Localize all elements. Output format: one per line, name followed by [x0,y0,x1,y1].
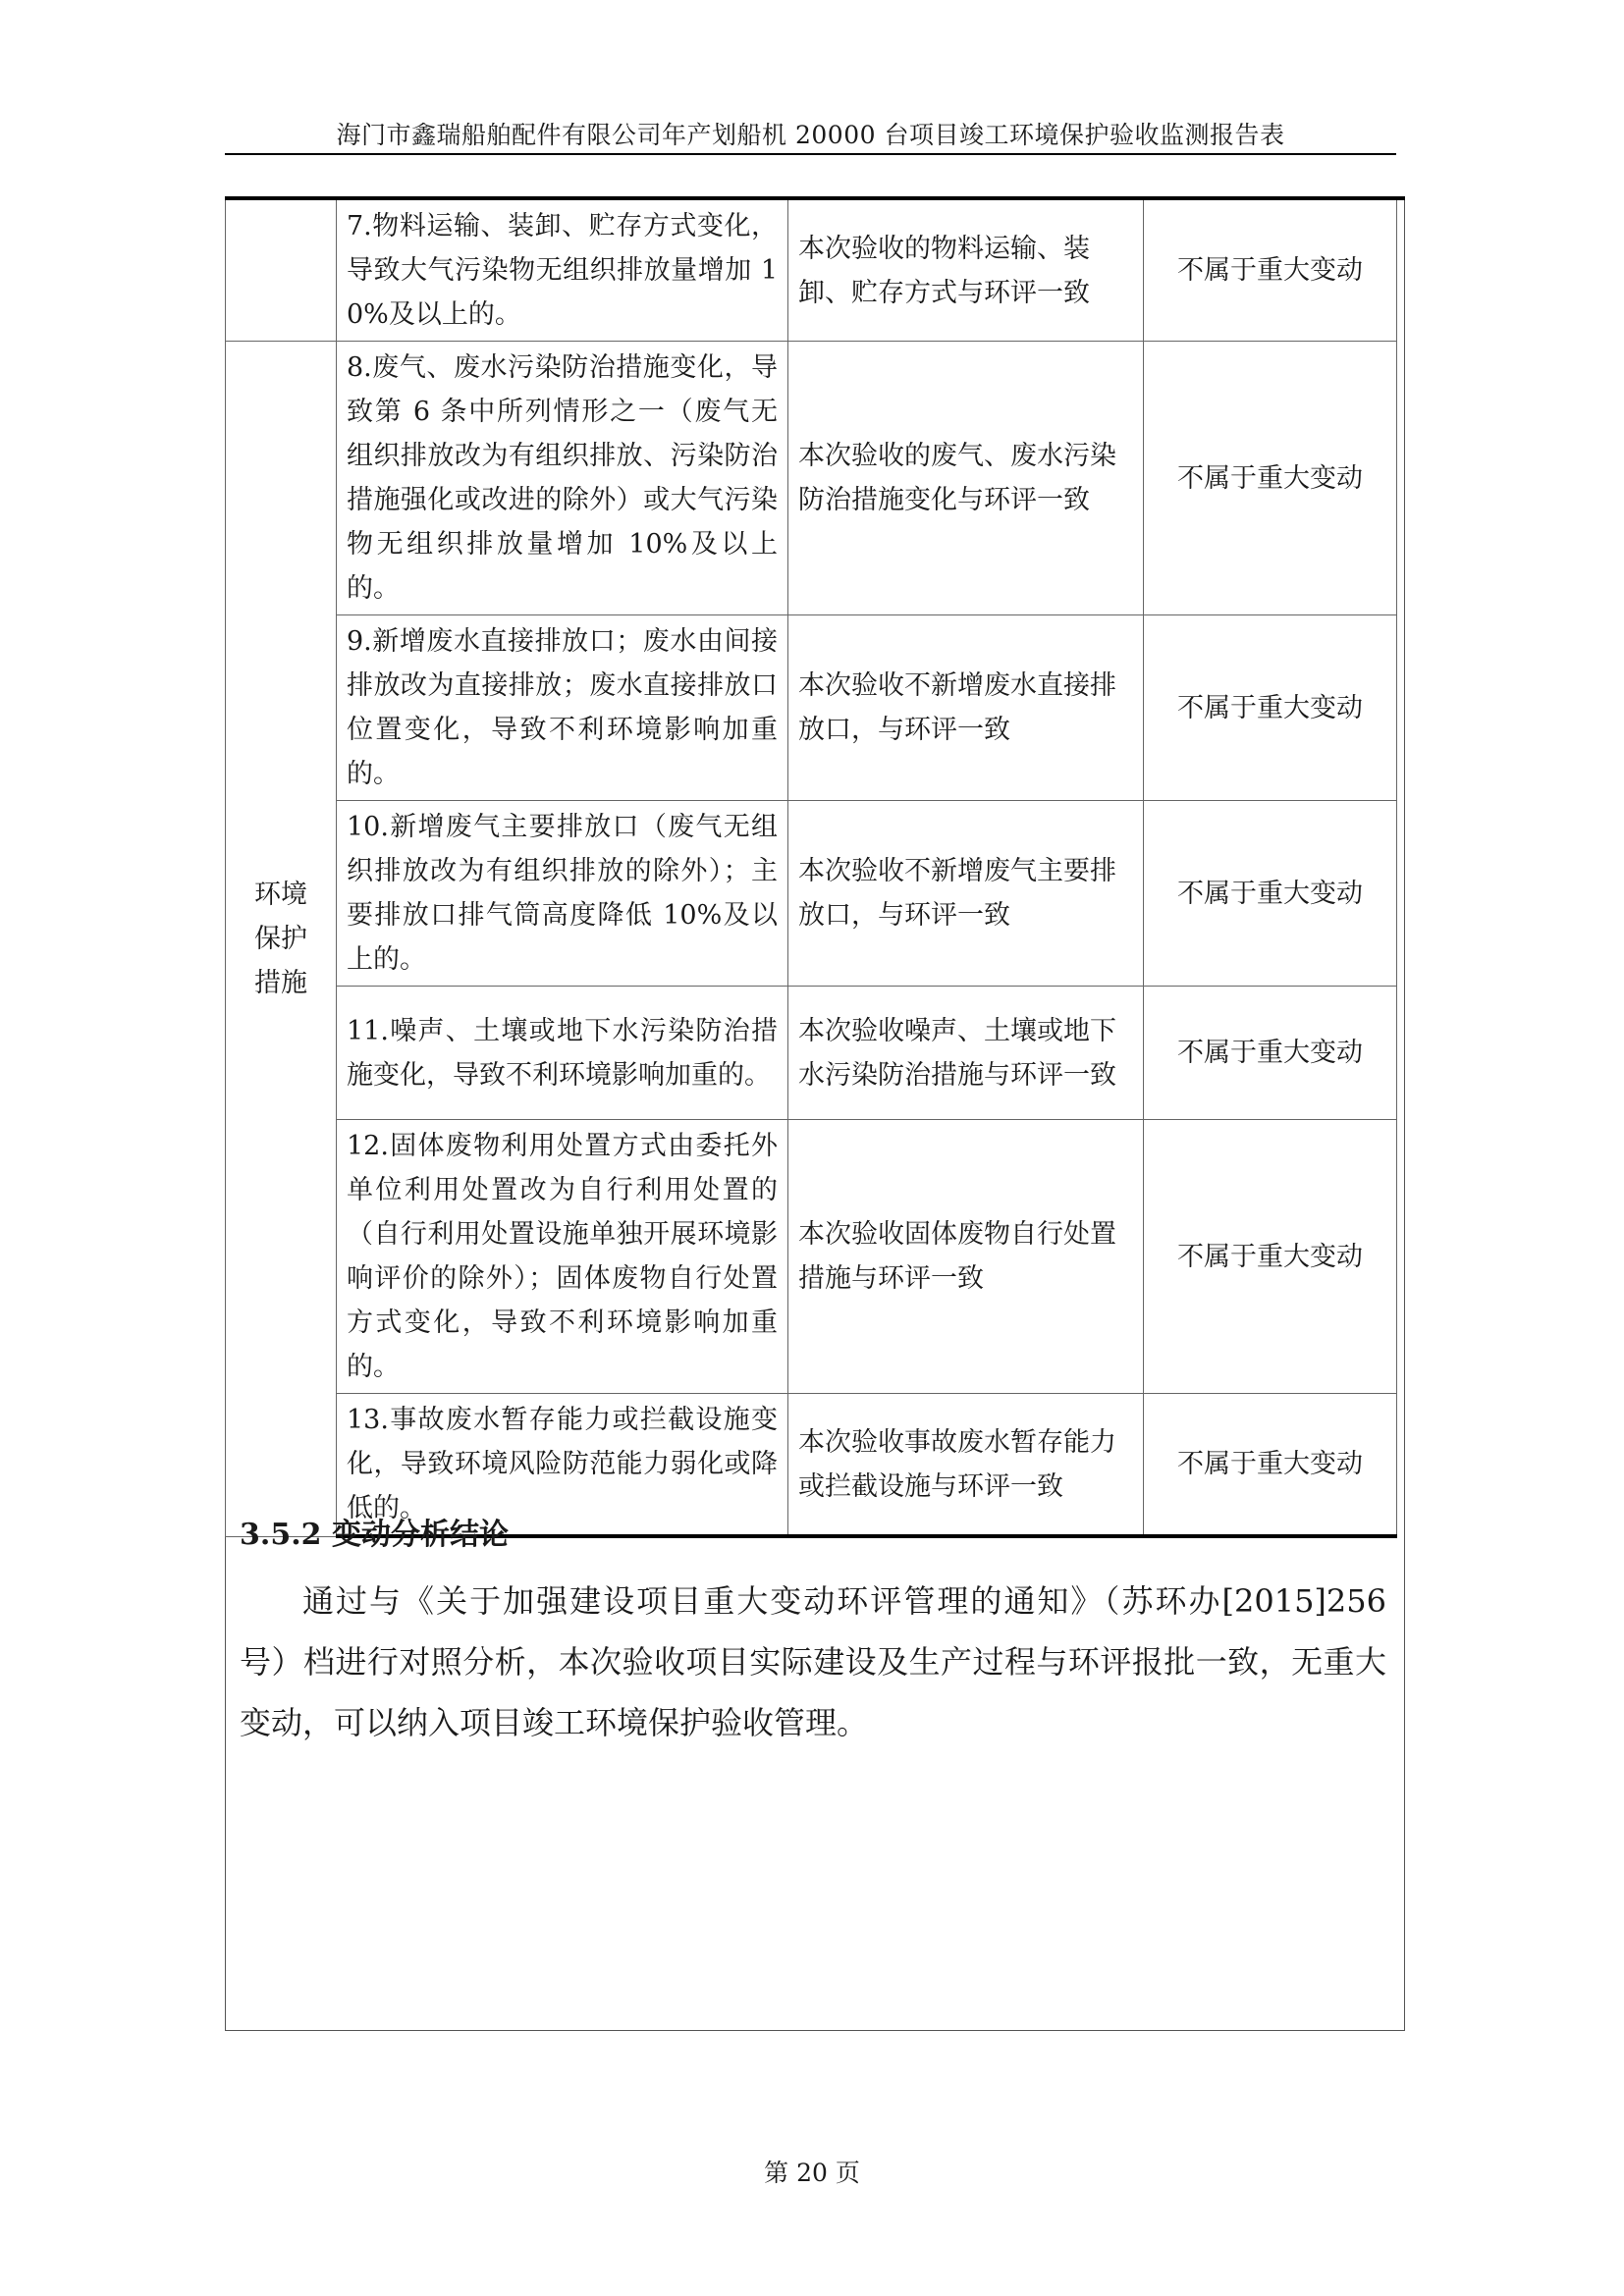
check-result: 本次验收固体废物自行处置措施与环评一致 [788,1120,1144,1394]
table-row [226,987,1397,1120]
change-item: 12.固体废物利用处置方式由委托外单位利用处置改为自行利用处置的（自行利用处置设施单独开展环境影响评价的除外）；固体废物自行处置方式变化，导致不利环境影响加重的。 [337,1120,788,1394]
verdict: 不属于重大变动 [1144,342,1397,615]
table-row [226,342,1397,615]
change-item: 11.噪声、土壤或地下水污染防治措施变化，导致不利环境影响加重的。 [337,987,788,1120]
verdict: 不属于重大变动 [1144,200,1397,342]
change-item: 13.事故废水暂存能力或拦截设施变化，导致环境风险防范能力弱化或降低的。 [337,1394,788,1537]
change-item: 7.物料运输、装卸、贮存方式变化，导致大气污染物无组织排放量增加 10%及以上的。 [337,200,788,342]
category-label-line: 措施 [254,967,307,998]
verdict: 不属于重大变动 [1144,987,1397,1120]
verdict: 不属于重大变动 [1144,615,1397,801]
change-item: 9.新增废水直接排放口；废水由间接排放改为直接排放；废水直接排放口位置变化，导致不利环境影响加重的。 [337,615,788,801]
header-rule [225,153,1396,155]
check-result: 本次验收不新增废水直接排放口，与环评一致 [788,615,1144,801]
table-row [226,801,1397,987]
category-label-line: 环境 [254,879,307,910]
page-number: 第 20 页 [764,2159,860,2187]
verdict: 不属于重大变动 [1144,1394,1397,1537]
change-analysis-table [225,200,1397,1538]
change-item: 8.废气、废水污染防治措施变化，导致第 6 条中所列情形之一（废气无组织排放改为有组织排放、污染防治措施强化或改进的除外）或大气污染物无组织排放量增加 10%及以上的。 [337,342,788,615]
check-result: 本次验收噪声、土壤或地下水污染防治措施与环评一致 [788,987,1144,1120]
category-cell-empty [226,200,337,342]
check-result: 本次验收不新增废气主要排放口，与环评一致 [788,801,1144,987]
category-label-line: 保护 [254,923,307,954]
section-title: 3.5.2 变动分析结论 [240,1518,509,1552]
table-row [226,615,1397,801]
check-result: 本次验收事故废水暂存能力或拦截设施与环评一致 [788,1394,1144,1537]
conclusion-paragraph: 通过与《关于加强建设项目重大变动环评管理的通知》（苏环办[2015]256 号）档进行对照分析，本次验收项目实际建设及生产过程与环评报批一致，无重大变动，可以纳入项目竣工环境保护验收管理。 [240,1582,1386,1741]
category-cell [226,342,337,1537]
check-result: 本次验收的物料运输、装卸、贮存方式与环评一致 [788,200,1144,342]
verdict: 不属于重大变动 [1144,801,1397,987]
table-row [226,200,1397,342]
document-header: 海门市鑫瑞船舶配件有限公司年产划船机 20000 台项目竣工环境保护验收监测报告表 [336,121,1285,149]
table-row [226,1120,1397,1394]
change-item: 10.新增废气主要排放口（废气无组织排放改为有组织排放的除外）；主要排放口排气筒高度降低 10%及以上的。 [337,801,788,987]
check-result: 本次验收的废气、废水污染防治措施变化与环评一致 [788,342,1144,615]
verdict: 不属于重大变动 [1144,1120,1397,1394]
